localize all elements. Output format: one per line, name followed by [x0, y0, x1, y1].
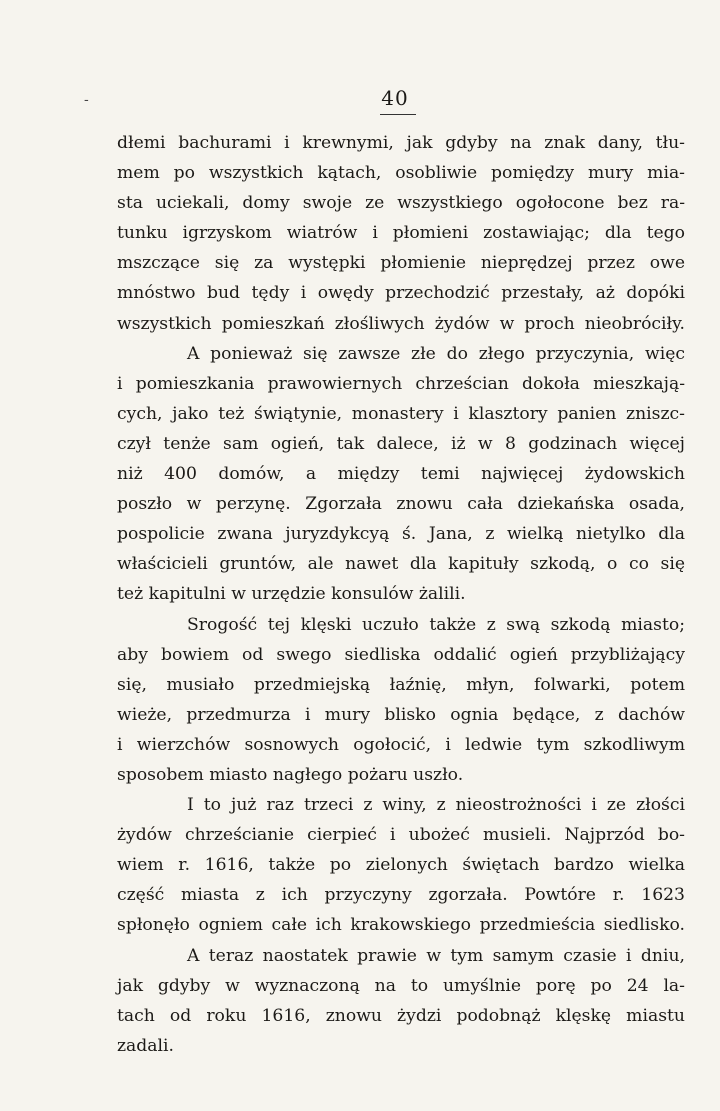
text-line: jak gdyby w wyznaczoną na to umyślnie porę po 24 la- — [117, 975, 685, 996]
text-line: aby bowiem od swego siedliska oddalić ogień przybliżający — [117, 644, 685, 665]
text-line: sposobem miasto nagłego pożaru uszło. — [117, 764, 464, 785]
text-line: dłemi bachurami i krewnymi, jak gdyby na znak dany, tłu- — [117, 133, 685, 153]
text-line: wiem r. 1616, także po zielonych świętach bardzo wielka — [117, 855, 685, 876]
text-line: tunku igrzyskom wiatrów i płomieni zostawiając; dla tego — [117, 223, 685, 244]
text-line: wszystkich pomieszkań złośliwych żydów w proch nieobróciły. — [117, 313, 685, 334]
text-line: I to już raz trzeci z winy, z nieostrożności i ze złości — [187, 795, 685, 816]
text-line: mem po wszystkich kątach, osobliwie pomiędzy mury mia- — [117, 163, 685, 184]
text-line: właścicieli gruntów, ale nawet dla kapituły szkodą, o co się — [117, 554, 685, 575]
text-line: sta uciekali, domy swoje ze wszystkiego ogołocone bez ra- — [117, 193, 685, 214]
text-line: niż 400 domów, a między temi najwięcej żydowskich — [117, 464, 685, 485]
text-line: pospolicie zwana juryzdykcyą ś. Jana, z wielką nietylko dla — [117, 524, 685, 545]
text-line: A teraz naostatek prawie w tym samym czasie i dniu, — [187, 945, 685, 966]
paragraph-2 — [117, 339, 685, 610]
text-line: A ponieważ się zawsze złe do złego przyczynia, więc — [187, 343, 685, 364]
page-number: 40 — [381, 86, 409, 110]
text-line: poszło w perzynę. Zgorzała znowu cała dziekańska osada, — [117, 494, 685, 515]
text-line: też kapitulni w urzędzie konsulów żalili. — [117, 584, 466, 605]
text-line: spłonęło ogniem całe ich krakowskiego przedmieścia siedlisko. — [117, 915, 685, 936]
text-line: czył tenże sam ogień, tak dalece, iż w 8 godzinach więcej — [117, 433, 685, 454]
text-line: cych, jako też świątynie, monastery i klasztory panien zniszc- — [117, 403, 685, 424]
paragraph-4 — [117, 790, 685, 940]
text-line: mszczące się za występki płomienie nieprędzej przez owe — [117, 253, 685, 274]
text-line: żydów chrześcianie cierpieć i ubożeć musieli. Najprzód bo- — [117, 825, 685, 846]
paragraph-5 — [117, 941, 685, 1061]
text-line: mnóstwo bud tędy i owędy przechodzić przestały, aż dopóki — [117, 283, 685, 304]
header-rule — [380, 114, 416, 115]
text-line: część miasta z ich przyczyny zgorzała. Powtóre r. 1623 — [117, 885, 685, 906]
paragraph-3 — [117, 610, 685, 791]
body-text — [117, 128, 685, 1061]
text-line: tach od roku 1616, znowu żydzi podobnąż klęskę miastu — [117, 1005, 685, 1026]
text-line: Srogość tej klęski uczuło także z swą szkodą miasto; — [187, 614, 685, 635]
text-line: i wierzchów sosnowych ogołocić, i ledwie tym szkodliwym — [117, 734, 685, 755]
text-line: się, musiało przedmiejską łaźnię, młyn, folwarki, potem — [117, 674, 685, 695]
paragraph-1 — [117, 128, 685, 339]
text-line: i pomieszkania prawowiernych chrześcian dokoła mieszkają- — [117, 373, 685, 394]
text-line: wieże, przedmurza i mury blisko ognia będące, z dachów — [117, 704, 685, 725]
margin-mark: - — [84, 92, 89, 108]
text-line: zadali. — [117, 1035, 175, 1056]
